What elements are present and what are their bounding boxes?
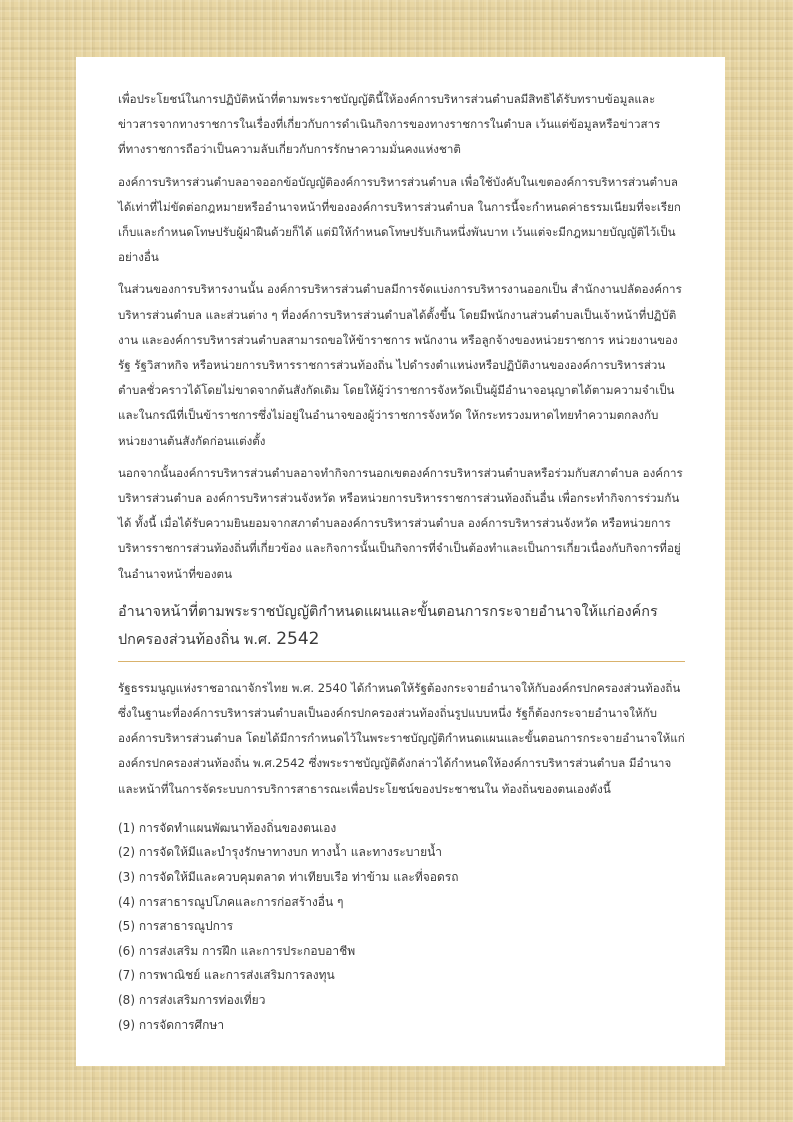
list-item: (7) การพาณิชย์ และการส่งเสริมการลงทุน [118, 968, 335, 983]
paragraph-information-rights: เพื่อประโยชน์ในการปฏิบัติหน้าที่ตามพระราชบัญญัตินี้ให้องค์การบริหารส่วนตำบลมีสิทธิได้รับทราบข้อมูลและข่าวสารจากทางราชการในเรื่องที่เกี่ยวกับการดำเนินกิจการของทางราชการในตำบล เว้นแต่ข้อมูลหรือข่าวสารที่ทางราชการถือว่าเป็นความลับเกี่ยวกับการรักษาความมั่นคงแห่งชาติ [118, 92, 661, 157]
section-heading-year: 2542 [276, 628, 320, 649]
paragraph-administration: ในส่วนของการบริหารงานนั้น องค์การบริหารส่วนตำบลมีการจัดแบ่งการบริหารงานออกเป็น สำนักงานปลัดองค์การบริหารส่วนตำบล และส่วนต่าง ๆ ที่องค์การบริหารส่วนตำบลได้ตั้งขึ้น โดยมีพนักงานส่วนตำบลเป็นเจ้าหน้าที่ปฏิบัติงาน และองค์การบริหารส่วนตำบลสามารถขอให้ข้าราชการ พนักงาน หรือลูกจ้างของหน่วยราชการ หน่วยงานของรัฐ รัฐวิสาหกิจ หรือหน่วยการบริหารราชการส่วนท้องถิ่น ไปดำรงตำแหน่งหรือปฏิบัติงานขององค์การบริหารส่วนตำบลชั่วคราวได้โดยไม่ขาดจากต้นสังกัดเดิม โดยให้ผู้ว่าราชการจังหวัดเป็นผู้มีอำนาจอนุญาตได้ตามความจำเป็น และในกรณีที่เป็นข้าราชการซึ่งไม่อยู่ในอำนาจของผู้ว่าราชการจังหวัด ให้กระทรวงมหาดไทยทำความตกลงกับหน่วยงานต้นสังกัดก่อนแต่งตั้ง [118, 282, 682, 448]
paragraph-decentralization: รัฐธรรมนูญแห่งราชอาณาจักรไทย พ.ศ. 2540 ได้กำหนดให้รัฐต้องกระจายอำนาจให้กับองค์กรปกครองส่วนท้องถิ่น ซึ่งในฐานะที่องค์การบริหารส่วนตำบลเป็นองค์กรปกครองส่วนท้องถิ่นรูปแบบหนึ่ง รัฐก็ต้องกระจายอำนาจให้กับองค์การบริหารส่วนตำบล โดยได้มีการกำหนดไว้ในพระราชบัญญัติกำหนดแผนและขั้นตอนการกระจายอำนาจให้แก่องค์กรปกครองส่วนท้องถิ่น พ.ศ.2542 ซึ่งพระราชบัญญัติดังกล่าวได้กำหนดให้องค์การบริหารส่วนตำบล มีอำนาจและหน้าที่ในการจัดระบบการบริการสาธารณะเพื่อประโยชน์ของประชาชนใน ท้องถิ่นของตนเองดังนี้ [118, 680, 685, 796]
list-item: (6) การส่งเสริม การฝึก และการประกอบอาชีพ [118, 943, 356, 958]
section-heading [118, 599, 685, 654]
list-item: (5) การสาธารณูปการ [118, 919, 234, 934]
list-item: (3) การจัดให้มีและควบคุมตลาด ท่าเทียบเรือ ท่าข้าม และที่จอดรถ [118, 870, 459, 885]
duties-list [118, 816, 685, 1037]
list-item: (1) การจัดทำแผนพัฒนาท้องถิ่นของตนเอง [118, 820, 337, 835]
paragraph-bylaws: องค์การบริหารส่วนตำบลอาจออกข้อบัญญัติองค์การบริหารส่วนตำบล เพื่อใช้บังคับในเขตองค์การบริหารส่วนตำบลได้เท่าที่ไม่ขัดต่อกฎหมายหรืออำนาจหน้าที่ขององค์การบริหารส่วนตำบล ในการนี้จะกำหนดค่าธรรมเนียมที่จะเรียกเก็บและกำหนดโทษปรับผู้ฝ่าฝืนด้วยก็ได้ แต่มิให้กำหนดโทษปรับเกินหนึ่งพันบาท เว้นแต่จะมีกฎหมายบัญญัติไว้เป็นอย่างอื่น [118, 174, 681, 265]
list-item: (8) การส่งเสริมการท่องเที่ยว [118, 993, 266, 1008]
document-page [76, 57, 725, 1066]
list-item: (2) การจัดให้มีและบำรุงรักษาทางบก ทางน้ำ และทางระบายน้ำ [118, 845, 443, 860]
paragraph-joint-operations: นอกจากนั้นองค์การบริหารส่วนตำบลอาจทำกิจการนอกเขตองค์การบริหารส่วนตำบลหรือร่วมกับสภาตำบล องค์การบริหารส่วนตำบล องค์การบริหารส่วนจังหวัด หรือหน่วยการบริหารราชการส่วนท้องถิ่นอื่น เพื่อกระทำกิจการร่วมกันได้ ทั้งนี้ เมื่อได้รับความยินยอมจากสภาตำบลองค์การบริหารส่วนตำบล องค์การบริหารส่วนจังหวัด หรือหน่วยการบริหารราชการส่วนท้องถิ่นที่เกี่ยวข้อง และกิจการนั้นเป็นกิจการที่จำเป็นต้องทำและเป็นการเกี่ยวเนื่องกับกิจการที่อยู่ในอำนาจหน้าที่ของตน [118, 465, 683, 581]
list-item: (4) การสาธารณูปโภคและการก่อสร้างอื่น ๆ [118, 894, 344, 909]
heading-divider [118, 661, 685, 662]
section-heading-text: อำนาจหน้าที่ตามพระราชบัญญัติกำหนดแผนและขั้นตอนการกระจายอำนาจให้แก่องค์กรปกครองส่วนท้องถิ่น พ.ศ. [118, 603, 658, 648]
list-item: (9) การจัดการศึกษา [118, 1017, 225, 1032]
